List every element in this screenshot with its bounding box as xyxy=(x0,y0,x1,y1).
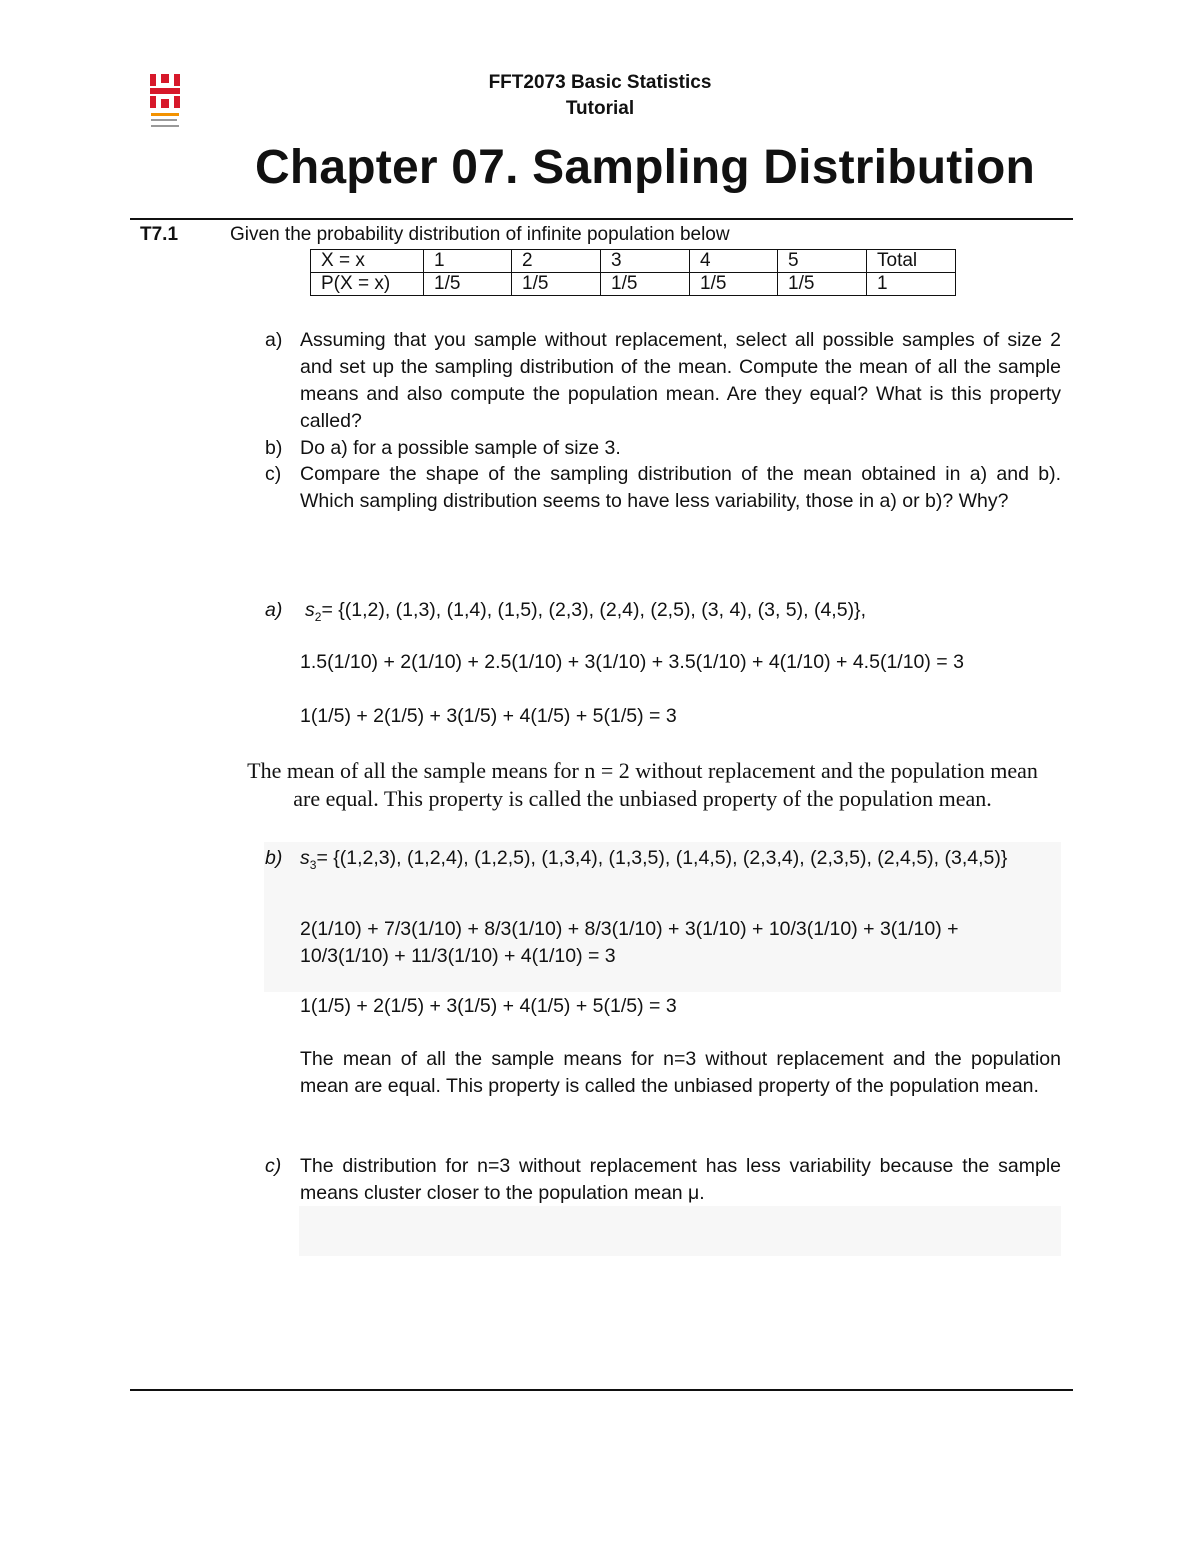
table-cell: 1/5 xyxy=(690,273,778,296)
answer-a-mean-of-means: 1.5(1/10) + 2(1/10) + 2.5(1/10) + 3(1/10) + 3.5(1/10) + 4(1/10) + 4.5(1/10) = 3 xyxy=(300,651,964,673)
answer-c-label: c) xyxy=(265,1155,282,1177)
table-cell: 1/5 xyxy=(601,273,690,296)
table-cell: 1/5 xyxy=(778,273,867,296)
answer-a-sample-set xyxy=(305,597,1065,631)
table-cell: 1 xyxy=(867,273,956,296)
course-title: FFT2073 Basic Statistics xyxy=(488,72,712,93)
top-divider xyxy=(130,218,1073,220)
answer-c-shade xyxy=(299,1206,1061,1256)
answer-b-conclusion: The mean of all the sample means for n=3 without replacement and the population mean are equal. This property is called the unbiased property of the population mean. xyxy=(300,1048,1061,1097)
answer-a-label: a) xyxy=(265,599,283,621)
part-a-text: Assuming that you sample without replacement, select all possible samples of size 2 and set up the sampling distribution of the mean. Compute the mean of all the sample means and also compute the population mean. Are they equal? What is this property called? xyxy=(300,329,1061,432)
answer-c-text: The distribution for n=3 without replacement has less variability because the sample means cluster closer to the population mean μ. xyxy=(300,1155,1061,1204)
table-row xyxy=(311,250,956,273)
table-row xyxy=(311,273,956,296)
table-cell: Total xyxy=(867,250,956,273)
part-b-text: Do a) for a possible sample of size 3. xyxy=(300,437,621,459)
answer-b-population-mean: 1(1/5) + 2(1/5) + 3(1/5) + 4(1/5) + 5(1/5) = 3 xyxy=(300,995,677,1017)
answer-b-sample-set xyxy=(300,845,1040,879)
table-cell: X = x xyxy=(311,250,424,273)
part-a-label: a) xyxy=(265,329,283,351)
document-subtitle: Tutorial xyxy=(565,98,635,119)
set-elements: = {(1,2,3), (1,2,4), (1,2,5), (1,3,4), (1,3,5), (1,4,5), (2,3,4), (2,3,5), (2,4,5), (3,4,5)} xyxy=(316,847,1008,869)
answer-b-label: b) xyxy=(265,847,283,869)
set-subscript: 3 xyxy=(309,857,317,872)
question-number: T7.1 xyxy=(140,224,179,245)
table-cell: 3 xyxy=(601,250,690,273)
set-variable: s xyxy=(305,599,315,621)
question-intro: Given the probability distribution of infinite population below xyxy=(230,224,730,245)
table-cell: P(X = x) xyxy=(311,273,424,296)
part-c-text: Compare the shape of the sampling distribution of the mean obtained in a) and b). Which sampling distribution seems to have less variability, those in a) or b)? Why? xyxy=(300,463,1061,512)
answer-b-mean-of-means: 2(1/10) + 7/3(1/10) + 8/3(1/10) + 8/3(1/10) + 3(1/10) + 10/3(1/10) + 3(1/10) + 10/3(1/10) + 11/3(1/10) + 4(1/10) = 3 xyxy=(300,918,959,967)
set-variable: s xyxy=(300,847,310,869)
part-b-label: b) xyxy=(265,437,283,459)
table-cell: 1/5 xyxy=(424,273,512,296)
table-cell: 1 xyxy=(424,250,512,273)
chapter-title: Chapter 07. Sampling Distribution xyxy=(254,141,1035,194)
distribution-table xyxy=(310,249,956,296)
table-cell: 1/5 xyxy=(512,273,601,296)
set-subscript: 2 xyxy=(314,609,322,624)
table-cell: 2 xyxy=(512,250,601,273)
table-cell: 5 xyxy=(778,250,867,273)
table-cell: 4 xyxy=(690,250,778,273)
part-c-label: c) xyxy=(265,463,282,485)
answer-a-population-mean: 1(1/5) + 2(1/5) + 3(1/5) + 4(1/5) + 5(1/5) = 3 xyxy=(300,705,677,727)
answer-a-conclusion: The mean of all the sample means for n = 2 without replacement and the population mean are equal. This property is called the unbiased property of the population mean. xyxy=(247,758,1038,811)
bottom-divider xyxy=(130,1389,1073,1391)
set-elements: = {(1,2), (1,3), (1,4), (1,5), (2,3), (2,4), (2,5), (3, 4), (3, 5), (4,5)}, xyxy=(321,599,866,621)
